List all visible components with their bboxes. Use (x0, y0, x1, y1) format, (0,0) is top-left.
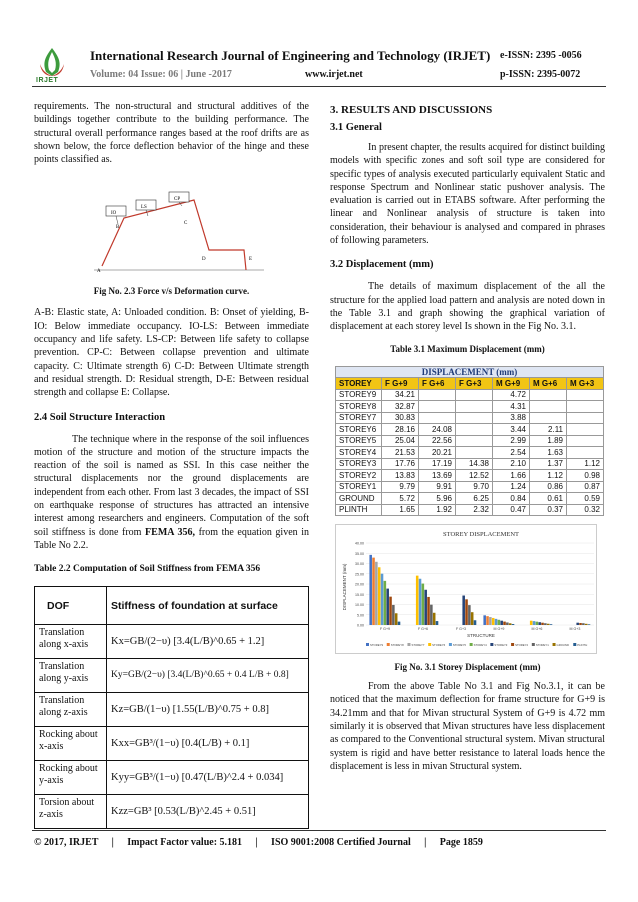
disp-cell: 28.16 (382, 424, 419, 436)
disp-cell (530, 412, 567, 424)
bar (489, 617, 492, 625)
ssi-text-bold: FEMA 356, (145, 526, 196, 538)
bar (462, 596, 465, 625)
bar (582, 623, 585, 625)
footer-sep: | (424, 837, 427, 848)
disp-table-header-row (336, 378, 604, 390)
chart-x-axis-label: STRUCTURE (467, 633, 495, 639)
legend-swatch (470, 643, 473, 646)
legend-label: STOREY8 (390, 642, 404, 647)
disp-cell: 2.11 (530, 424, 567, 436)
disp-row-label: STOREY3 (336, 458, 382, 470)
disp-row-label: STOREY7 (336, 412, 382, 424)
disp-col-header: F G+6 (419, 378, 456, 390)
y-tick-label: 25.00 (355, 572, 364, 577)
label-c: C (184, 221, 188, 227)
bar (430, 605, 433, 625)
bar (389, 597, 392, 625)
section-32-heading: 3.2 Displacement (mm) (330, 259, 434, 271)
ssi-paragraph (34, 433, 309, 553)
dof-cell: Rocking about y-axis (35, 761, 107, 795)
disp-cell: 13.83 (382, 470, 419, 482)
bar (585, 624, 588, 625)
disp-cell: 2.10 (493, 458, 530, 470)
disp-row-label: STOREY5 (336, 435, 382, 447)
bar (422, 584, 425, 625)
bar (468, 605, 471, 625)
y-tick-label: 20.00 (355, 582, 364, 587)
disp-cell: 0.61 (530, 493, 567, 505)
table-row (35, 727, 309, 761)
bar (427, 597, 430, 625)
bar (386, 589, 389, 625)
x-tick-label: M G+3 (569, 627, 581, 632)
disp-cell: 0.87 (567, 481, 604, 493)
dof-cell: Translation along x-axis (35, 625, 107, 659)
eissn: e-ISSN: 2395 -0056 (500, 50, 582, 61)
legend-label: STOREY3 (494, 642, 508, 647)
legend-label: PLINTH (577, 642, 588, 647)
table-row (35, 761, 309, 795)
x-tick-label: F G+9 (379, 627, 391, 632)
label-d: D (202, 257, 206, 263)
table-31-caption: Table 3.1 Maximum Displacement (mm) (390, 343, 545, 354)
disp-cell (567, 435, 604, 447)
footer-sep: | (255, 837, 258, 848)
bar (375, 562, 378, 625)
disp-cell: 14.38 (456, 458, 493, 470)
bar (436, 621, 439, 625)
header-stiffness: Stiffness of foundation at surface (107, 587, 309, 625)
disp-cell (456, 389, 493, 401)
dof-cell: Rocking about x-axis (35, 727, 107, 761)
legend-swatch (532, 643, 535, 646)
legend-swatch (366, 643, 369, 646)
bar (465, 599, 468, 625)
bar (503, 622, 506, 625)
force-deformation-figure (34, 178, 309, 278)
legend-label: STOREY9 (370, 642, 384, 647)
disp-table-title-row (336, 366, 604, 378)
disp-cell: 9.70 (456, 481, 493, 493)
y-tick-label: 15.00 (355, 592, 364, 597)
disp-table-row (336, 401, 604, 413)
disp-cell (419, 412, 456, 424)
volume-issue: Volume: 04 Issue: 06 | June -2017 (90, 69, 232, 80)
displacement-table (335, 366, 604, 517)
disp-row-label: GROUND (336, 493, 382, 505)
disp-table-row (336, 504, 604, 516)
right-column (330, 100, 605, 773)
label-a: A (97, 269, 101, 275)
disp-cell (456, 412, 493, 424)
disp-cell: 2.54 (493, 447, 530, 459)
label-ls: LS (141, 205, 147, 211)
bar (533, 621, 536, 625)
legend-label: STOREY5 (452, 642, 466, 647)
footer-impact: Impact Factor value: 5.181 (127, 837, 243, 848)
bar (588, 624, 591, 625)
legend-swatch (573, 643, 576, 646)
disp-cell: 1.37 (530, 458, 567, 470)
disp-cell: 6.25 (456, 493, 493, 505)
disp-row-label: STOREY9 (336, 389, 382, 401)
legend-swatch (449, 643, 452, 646)
disp-cell (419, 389, 456, 401)
disp-cell: 22.56 (419, 435, 456, 447)
bar (381, 574, 384, 625)
y-tick-label: 0.00 (357, 623, 364, 628)
storey-displacement-chart (335, 524, 597, 654)
soil-stiffness-table (34, 586, 309, 829)
disp-table-row (336, 481, 604, 493)
bar (471, 612, 474, 625)
disp-col-header: M G+9 (493, 378, 530, 390)
legend-swatch (387, 643, 390, 646)
bar (486, 616, 489, 625)
disp-table-body (336, 389, 604, 516)
bar (550, 624, 553, 625)
x-tick-label: M G+6 (531, 627, 543, 632)
y-tick-label: 35.00 (355, 551, 364, 556)
dof-cell: Translation along z-axis (35, 693, 107, 727)
disp-cell: 1.12 (567, 458, 604, 470)
disp-cell: 0.98 (567, 470, 604, 482)
formula-cell: Kx=GB/(2−υ) [3.4(L/B)^0.65 + 1.2] (107, 625, 309, 659)
chart-legend (366, 643, 587, 647)
bar (369, 555, 372, 625)
legend-label: STOREY7 (411, 642, 425, 647)
disp-cell (456, 401, 493, 413)
disp-table-row (336, 435, 604, 447)
bar (530, 621, 533, 625)
section-24-heading: 2.4 Soil Structure Interaction (34, 411, 166, 423)
disp-cell (530, 401, 567, 413)
footer-page: Page 1859 (439, 837, 483, 848)
bar (498, 620, 501, 625)
conclusion-paragraph: From the above Table No 3.1 and Fig No.3.1, it can be noticed that the maximum deflection for frame structure for G+9 is 34.21mm and that for Mivan structural System of G+9 is 4.72 mm similarly it is observed that Mivan structures have less displacement as compared to the Conventional structural system. Mivan structural system is rigid and have better resistance to lateral loads hence the displacement is less in mivan Structural system. (330, 681, 605, 772)
table-row (35, 795, 309, 829)
dof-cell: Torsion about z-axis (35, 795, 107, 829)
disp-col-header: M G+3 (567, 378, 604, 390)
disp-cell: 2.99 (493, 435, 530, 447)
legend-label: STOREY1 (535, 642, 549, 647)
bar (372, 558, 375, 625)
disp-row-label: PLINTH (336, 504, 382, 516)
left-column (34, 100, 309, 829)
formula-cell: Kzz=GB³ [0.53(L/B)^2.45 + 0.51] (107, 795, 309, 829)
dof-cell: Translation along y-axis (35, 659, 107, 693)
disp-cell (567, 389, 604, 401)
disp-cell: 30.83 (382, 412, 419, 424)
chart-y-axis-label: DISPLACEMENT (mm) (342, 563, 347, 611)
disp-cell (567, 412, 604, 424)
disp-cell: 5.96 (419, 493, 456, 505)
disp-table-row (336, 424, 604, 436)
disp-cell: 32.87 (382, 401, 419, 413)
bar (474, 620, 477, 625)
ssi-text-b: from the equation given in Table No 2.2. (34, 526, 309, 551)
label-b: B (116, 225, 120, 231)
bar (506, 623, 509, 626)
bar (536, 622, 539, 625)
bar (392, 605, 395, 625)
bar (512, 624, 515, 625)
disp-table-title: DISPLACEMENT (mm) (336, 366, 604, 378)
disp-table-row (336, 412, 604, 424)
disp-cell: 0.84 (493, 493, 530, 505)
legend-swatch (428, 643, 431, 646)
disp-cell: 12.52 (456, 470, 493, 482)
disp-cell: 1.24 (493, 481, 530, 493)
disp-table-row (336, 493, 604, 505)
disp-cell: 1.66 (493, 470, 530, 482)
legend-label: GROUND (556, 642, 569, 647)
bar (547, 624, 550, 625)
table-22-caption: Table 2.2 Computation of Soil Stiffness from FEMA 356 (34, 564, 261, 575)
disp-cell: 0.32 (567, 504, 604, 516)
y-tick-label: 5.00 (357, 613, 364, 618)
disp-col-header: F G+3 (456, 378, 493, 390)
label-e: E (249, 257, 253, 263)
header-dof: DOF (35, 587, 107, 625)
disp-cell: 0.47 (493, 504, 530, 516)
disp-row-label: STOREY1 (336, 481, 382, 493)
y-tick-label: 40.00 (355, 541, 364, 546)
bar (495, 619, 498, 625)
chart-bars (369, 555, 590, 631)
formula-cell: Kyy=GB³/(1−υ) [0.47(L/B)^2.4 + 0.034] (107, 761, 309, 795)
label-io: IO (111, 211, 117, 217)
formula-cell: Kxx=GB³/(1−υ) [0.4(L/B) + 0.1] (107, 727, 309, 761)
chart-title: STOREY DISPLACEMENT (442, 531, 520, 539)
footer-copyright: © 2017, IRJET (34, 837, 99, 848)
x-tick-label: F G+6 (417, 627, 429, 632)
disp-col-header: M G+6 (530, 378, 567, 390)
disp-cell: 17.76 (382, 458, 419, 470)
disp-cell: 9.91 (419, 481, 456, 493)
bar (395, 613, 398, 625)
bar (576, 623, 579, 625)
disp-cell (530, 389, 567, 401)
disp-cell: 17.19 (419, 458, 456, 470)
disp-table-row (336, 389, 604, 401)
disp-cell (456, 435, 493, 447)
disp-cell (567, 447, 604, 459)
disp-row-label: STOREY4 (336, 447, 382, 459)
disp-cell: 21.53 (382, 447, 419, 459)
bar (500, 621, 503, 625)
bar (579, 623, 582, 625)
table-row (35, 659, 309, 693)
disp-row-label: STOREY8 (336, 401, 382, 413)
disp-col-header: F G+9 (382, 378, 419, 390)
disp-cell: 4.31 (493, 401, 530, 413)
disp-row-label: STOREY2 (336, 470, 382, 482)
ssi-text-a: The technique where in the response of the soil influences motion of the structure and motion of the structure impacts the reaction of the soil is named as SSI. In this case neither the structural displacements nor the ground displacements are independent from each other. From last 3 decades, the impact of SSI on earthquake response of structures has attracted an intensive interest among researchers and engineers. Computation of the soft soil stiffness is done from (34, 433, 309, 538)
bar (483, 615, 486, 625)
disp-cell: 20.21 (419, 447, 456, 459)
header-divider (32, 86, 606, 87)
footer-divider (32, 830, 606, 831)
bar (378, 567, 381, 625)
disp-cell: 2.32 (456, 504, 493, 516)
bar (416, 576, 419, 625)
bar (384, 581, 387, 625)
legend-swatch (511, 643, 514, 646)
section-31-heading: 3.1 General (330, 122, 382, 133)
general-paragraph: In present chapter, the results acquired for distinct building models with specific zones and soft soil type are considered for specific types of analysis executed particularly equivalent Static and response Spectrum and Nonlinear static pushover analysis. The evaluation is carried out in ETABS software. After performing the linear and Nonlinear analysis of structure is taken into consideration, their behaviour is analysed and compared in phrases of following parameters. (330, 142, 605, 247)
disp-cell: 0.86 (530, 481, 567, 493)
bar (541, 623, 544, 625)
y-tick-label: 10.00 (355, 603, 364, 608)
journal-url[interactable]: www.irjet.net (305, 69, 363, 80)
disp-cell: 9.79 (382, 481, 419, 493)
bar (419, 579, 422, 625)
y-tick-label: 30.00 (355, 562, 364, 567)
disp-cell: 1.89 (530, 435, 567, 447)
performance-levels-paragraph: A-B: Elastic state, A: Unloaded condition. B: Onset of yielding, B-IO: Below immediate occupancy. IO-LS: Between immediate occupancy and life safety. LS-CP: Between life safety to collapse prevention. CP-C: Between collapse prevention and ultimate capacity. C: Ultimate strength 6) C-D: Between Ultimate strength and residual strength. D: Residual strength, D-E: Between residual strength and collapse E: Collapse. (34, 307, 309, 399)
disp-row-label: STOREY6 (336, 424, 382, 436)
legend-swatch (553, 643, 556, 646)
disp-cell (419, 401, 456, 413)
disp-cell: 34.21 (382, 389, 419, 401)
formula-cell: Kz=GB/(1−υ) [1.55(L/B)^0.75 + 0.8] (107, 693, 309, 727)
disp-cell: 3.44 (493, 424, 530, 436)
disp-cell: 1.63 (530, 447, 567, 459)
logo-text: IRJET (36, 77, 59, 84)
section-3-heading: 3. RESULTS AND DISCUSSIONS (330, 104, 493, 116)
legend-label: STOREY6 (432, 642, 446, 647)
disp-table-row (336, 447, 604, 459)
bar (492, 618, 495, 625)
label-cp: CP (174, 197, 181, 203)
disp-cell: 24.08 (419, 424, 456, 436)
disp-cell: 13.69 (419, 470, 456, 482)
disp-cell: 0.59 (567, 493, 604, 505)
force-deformation-curve (34, 178, 309, 278)
intro-paragraph: requirements. The non-structural and structural additives of the buildings together contribute to the building performance. The structural overall performance ranges based at the roof drifts are as shown below, the force deflection behavior of the hinge and these points classified as. (34, 101, 309, 166)
table-header-row (35, 587, 309, 625)
legend-label: STOREY2 (515, 642, 529, 647)
disp-cell: 5.72 (382, 493, 419, 505)
disp-cell: 1.65 (382, 504, 419, 516)
footer-iso: ISO 9001:2008 Certified Journal (271, 837, 411, 848)
bar (538, 622, 541, 625)
disp-table-row (336, 470, 604, 482)
legend-swatch (490, 643, 493, 646)
disp-table-row (336, 458, 604, 470)
disp-cell (456, 447, 493, 459)
disp-cell (456, 424, 493, 436)
figure-23-caption: Fig No. 2.3 Force v/s Deformation curve. (93, 286, 250, 297)
disp-cell: 1.12 (530, 470, 567, 482)
bar (424, 590, 427, 625)
bar (433, 613, 436, 625)
disp-cell (567, 401, 604, 413)
chart-svg (336, 525, 598, 655)
table-row (35, 625, 309, 659)
disp-cell: 4.72 (493, 389, 530, 401)
x-tick-label: F G+3 (455, 627, 467, 632)
x-tick-label: M G+9 (493, 627, 505, 632)
disp-cell: 0.37 (530, 504, 567, 516)
disp-cell (567, 424, 604, 436)
bar (509, 623, 512, 625)
disp-col-header: STOREY (336, 378, 382, 390)
legend-label: STOREY4 (473, 642, 487, 647)
legend-swatch (407, 643, 410, 646)
page-header (0, 0, 638, 90)
figure-31-caption: Fig No. 3.1 Storey Displacement (mm) (394, 662, 541, 673)
bar (544, 623, 547, 625)
displacement-paragraph: The details of maximum displacement of the all the structure for the applied load pattern and analysis are noted down in the Table 3.1 and graph showing the graphical variation of displacement at each storey level Is shown in the Fig No. 3.1. (330, 281, 605, 333)
disp-cell: 3.88 (493, 412, 530, 424)
bar (398, 622, 401, 625)
footer-sep: | (111, 837, 114, 848)
journal-title: International Research Journal of Engineering and Technology (IRJET) (90, 48, 491, 63)
disp-cell: 1.92 (419, 504, 456, 516)
disp-cell: 25.04 (382, 435, 419, 447)
page-footer (34, 837, 483, 848)
pissn: p-ISSN: 2395-0072 (500, 69, 581, 80)
formula-cell: Ky=GB/(2−υ) [3.4(L/B)^0.65 + 0.4 L/B + 0.8] (107, 659, 309, 693)
table-row (35, 693, 309, 727)
